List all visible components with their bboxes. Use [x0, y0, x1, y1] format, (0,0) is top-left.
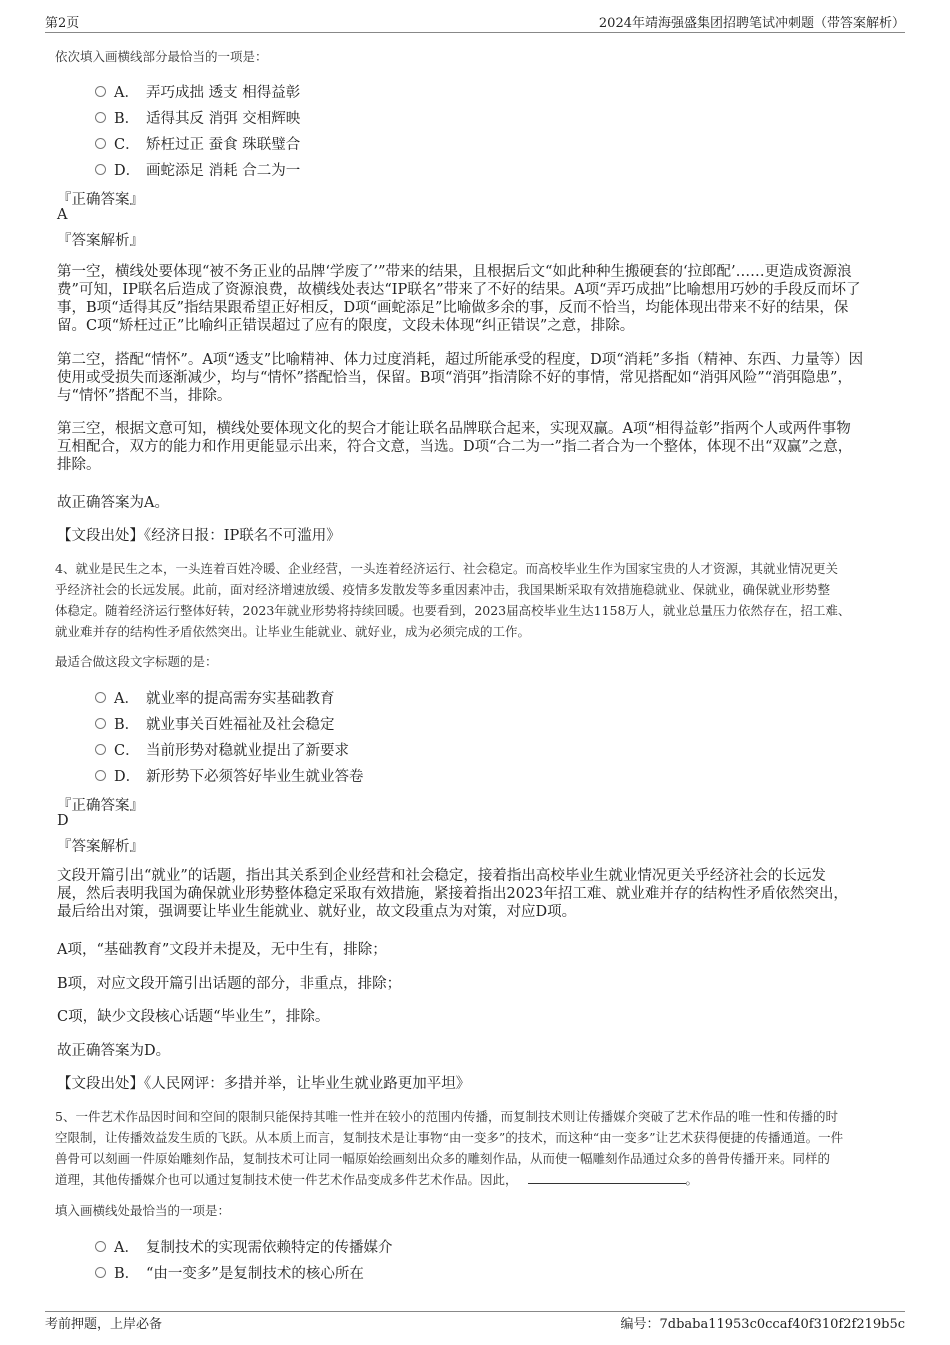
radio-icon[interactable] [95, 138, 106, 149]
q3-analysis-p2: 第二空，搭配“情怀”。A项“透支”比喻精神、体力过度消耗，超过所能承受的程度，D项“消耗”多指（精神、东西、力量等）因 使用或受损失而逐渐减少，均与“情怀”搭配恰当，保留。B项“消弭”指清除不好的事情，常见搭配如“消弭风险”“消弭隐患”， 与“情怀”搭配不当，排除。 [57, 352, 864, 404]
radio-icon[interactable] [95, 1241, 106, 1252]
radio-icon[interactable] [95, 744, 106, 755]
q4-analysis-p1: 文段开篇引出“就业”的话题，指出其关系到企业经营和社会稳定，接着指出高校毕业生就业情况更关乎经济社会的长远发 展，然后表明我国为确保就业形势整体稳定采取有效措施，紧接着指出2023年招工难、就业难并存的结构性矛盾依然突出， 最后给出对策，强调要让毕业生能就业、就好业，故文段重点为对策，对应D项。 [57, 868, 848, 920]
q4-answer-label: 『正确答案』 [57, 798, 144, 814]
q4-analysis-a: A项，“基础教育”文段并未提及，无中生有，排除； [57, 942, 387, 958]
radio-icon[interactable] [95, 164, 106, 175]
q3-analysis-p3: 第三空，根据文意可知，横线处要体现文化的契合才能让联名品牌联合起来，实现双赢。A项“相得益彰”指两个人或两件事物 互相配合，双方的能力和作用更能显示出来，符合文意，当选。D项“合二为一”指二者合为一个整体，体现不出“双赢”之意， 排除。 [57, 421, 853, 473]
q3-analysis-label: 『答案解析』 [57, 233, 144, 249]
page-header [45, 12, 905, 34]
q3-option-a[interactable]: A． 弄巧成拙 透支 相得益彰 [95, 78, 300, 104]
q5-options [95, 1233, 393, 1285]
q5-option-a[interactable]: A． 复制技术的实现需依赖特定的传播媒介 [95, 1233, 393, 1259]
q4-stem: 4、就业是民生之本，一头连着百姓冷暖、企业经营，一头连着经济运行、社会稳定。而高校毕业生作为国家宝贵的人才资源，其就业情况更关 乎经济社会的长远发展。此前，面对经济增速放缓、疫情多发散发等多重因素冲击，我国果断采取有效措施稳就业、保就业，确保就业形势整 体稳定。随着经济运行整体好转，2023年就业形势将持续回暖。也要看到，2023届高校毕业生达1158万人，就业总量压力依然存在，招工难、 就业难并存的结构性矛盾依然突出。让毕业生能就业、就好业，成为必须完成的工作。 [55, 561, 851, 639]
q3-analysis-p1: 第一空，横线处要体现“被不务正业的品牌‘学废了’”带来的结果，且根据后文“如此种种生搬硬套的‘拉郎配’……更造成资源浪 费”可知，IP联名后造成了资源浪费，故横线处表达“IP联名”带来了不好的结果。A项“弄巧成拙”比喻想用巧妙的手段反而坏了 事，B项“适得其反”指结果跟希望正好相反，D项“画蛇添足”比喻做多余的事，反而不恰当，均能体现出带来不好的结果，保 留。C项“矫枉过正”比喻纠正错误超过了应有的限度，文段未体现“纠正错误”之意，排除。 [57, 264, 861, 334]
q4-options [95, 684, 364, 788]
q4-answer: D [57, 813, 69, 829]
q4-source: 【文段出处】《人民网评：多措并举，让毕业生就业路更加平坦》 [57, 1076, 471, 1092]
q4-analysis-c: C项，缺少文段核心话题“毕业生”，排除。 [57, 1009, 330, 1025]
q4-prompt: 最适合做这段文字标题的是： [55, 654, 218, 669]
q3-conclusion: 故正确答案为A。 [57, 495, 169, 511]
q3-option-c[interactable]: C． 矫枉过正 蚕食 珠联璧合 [95, 130, 300, 156]
q4-option-b[interactable]: B． 就业事关百姓福祉及社会稳定 [95, 710, 364, 736]
footer-divider [45, 1311, 905, 1312]
q3-option-d[interactable]: D． 画蛇添足 消耗 合二为一 [95, 156, 300, 182]
header-divider [45, 32, 905, 33]
q5-option-b[interactable]: B． “由一变多”是复制技术的核心所在 [95, 1259, 393, 1285]
q3-option-b[interactable]: B． 适得其反 消弭 交相辉映 [95, 104, 300, 130]
q4-option-a[interactable]: A． 就业率的提高需夯实基础教育 [95, 684, 364, 710]
document-title: 2024年靖海强盛集团招聘笔试冲刺题（带答案解析） [598, 16, 905, 31]
q3-prompt: 依次填入画横线部分最恰当的一项是： [55, 49, 268, 64]
q4-option-d[interactable]: D． 新形势下必须答好毕业生就业答卷 [95, 762, 364, 788]
q4-analysis-b: B项，对应文段开篇引出话题的部分，非重点，排除； [57, 976, 402, 992]
q3-answer-label: 『正确答案』 [57, 192, 144, 208]
radio-icon[interactable] [95, 1267, 106, 1278]
q3-options [95, 78, 300, 182]
q5-stem: 5、一件艺术作品因时间和空间的限制只能保持其唯一性并在较小的范围内传播，而复制技术则让传播媒介突破了艺术作品的唯一性和传播的时 空限制，让传播效益发生质的飞跃。从本质上而言，复制技术是让事物“由一变多”的技术，而这种“由一变多”让艺术获得便捷的传播通道。一件 兽骨可以刻画一件原始雕刻作品，复制技术可让同一幅原始绘画刻出众多的雕刻作品，从而使一幅雕刻作品通过众多的兽骨传播开来。同样的 道理，其他传播媒介也可以通过复制技术使一件艺术作品变成多件艺术作品。因此， 。 [55, 1109, 844, 1187]
q4-conclusion: 故正确答案为D。 [57, 1043, 171, 1059]
q4-option-c[interactable]: C． 当前形势对稳就业提出了新要求 [95, 736, 364, 762]
radio-icon[interactable] [95, 770, 106, 781]
radio-icon[interactable] [95, 112, 106, 123]
radio-icon[interactable] [95, 86, 106, 97]
q5-prompt: 填入画横线处最恰当的一项是： [55, 1203, 231, 1218]
fill-in-blank [528, 1171, 686, 1184]
page-number: 第2页 [45, 16, 80, 31]
q4-analysis-label: 『答案解析』 [57, 839, 144, 855]
q3-answer: A [57, 207, 68, 223]
radio-icon[interactable] [95, 692, 106, 703]
radio-icon[interactable] [95, 718, 106, 729]
q3-source: 【文段出处】《经济日报：IP联名不可滥用》 [57, 528, 341, 544]
document-id: 编号：7dbaba11953c0ccaf40f310f2f219b5c [620, 1317, 905, 1332]
footer-slogan: 考前押题，上岸必备 [45, 1317, 163, 1332]
